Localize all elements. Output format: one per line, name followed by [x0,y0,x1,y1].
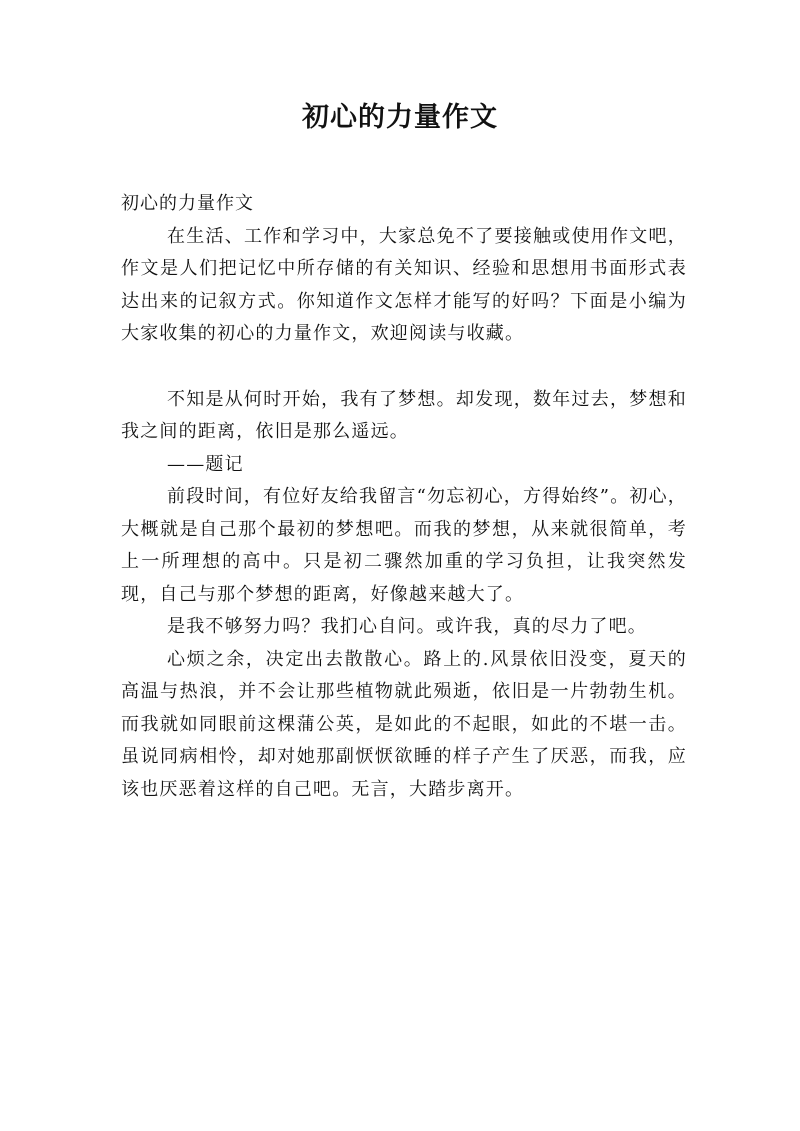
body-paragraph-3: 心烦之余，决定出去散散心。路上的.风景依旧没变，夏天的高温与热浪，并不会让那些植物就此殒逝，依旧是一片勃勃生机。而我就如同眼前这棵蒲公英，是如此的不起眼，如此的不堪一击。虽说同病相怜，却对她那副恹恹欲睡的样子产生了厌恶，而我，应该也厌恶着这样的自己吧。无言，大踏步离开。 [121,648,687,800]
paragraph-spacer [121,351,687,384]
epigraph-paragraph: 不知是从何时开始，我有了梦想。却发现，数年过去，梦想和我之间的距离，依旧是那么遥远。 [121,388,687,442]
epigraph-source: ——题记 [167,453,244,475]
intro-paragraph: 在生活、工作和学习中，大家总免不了要接触或使用作文吧，作文是人们把记忆中所存储的有关知识、经验和思想用书面形式表达出来的记叙方式。你知道作文怎样才能写的好吗？下面是小编为大家收集的初心的力量作文，欢迎阅读与收藏。 [121,225,687,344]
body-paragraph-1: 前段时间，有位好友给我留言“勿忘初心，方得始终”。初心，大概就是自己那个最初的梦想吧。而我的梦想，从来就很简单，考上一所理想的高中。只是初二骤然加重的学习负担，让我突然发现，自己与那个梦想的距离，好像越来越大了。 [121,486,688,605]
document-subtitle: 初心的力量作文 [121,193,254,214]
body-paragraph-2: 是我不够努力吗？我扪心自问。或许我，真的尽力了吧。 [167,616,647,637]
document-body [121,188,687,806]
document-title: 初心的力量作文 [302,102,498,133]
